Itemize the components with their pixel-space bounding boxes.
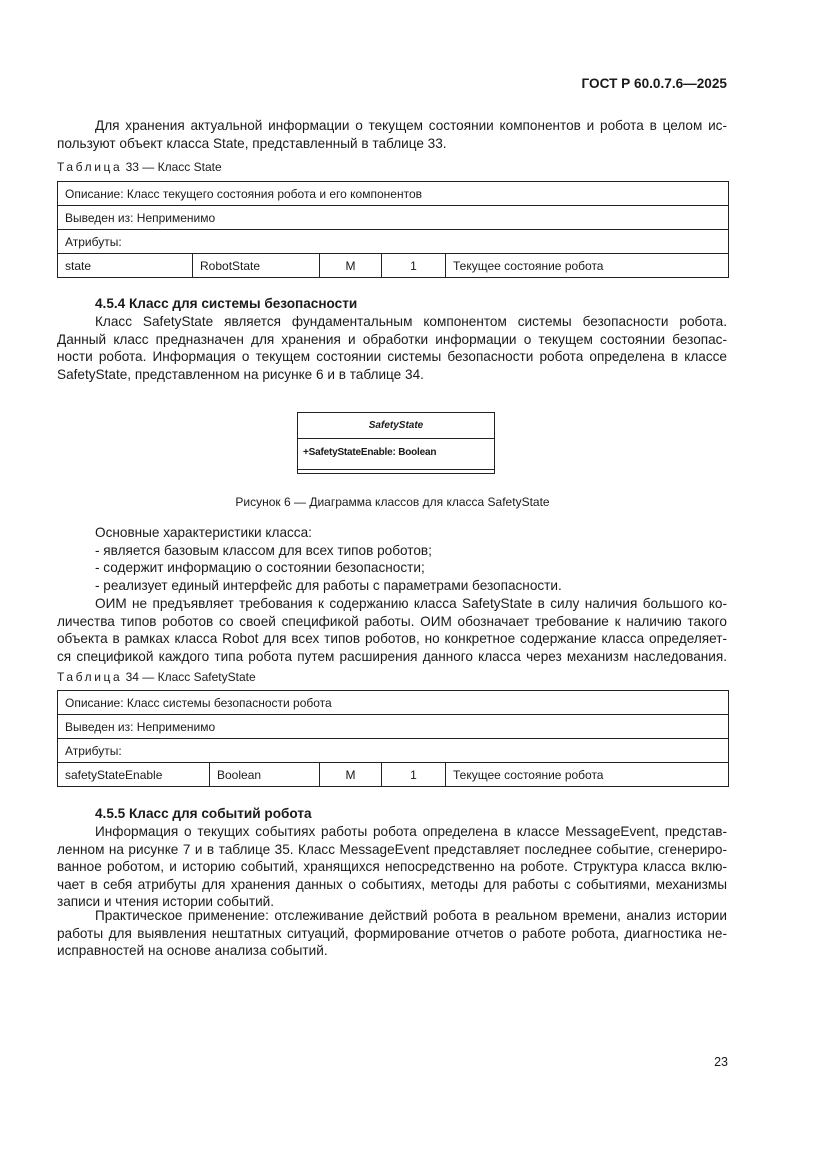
derived-from-cell: Выведен из: Неприменимо — [58, 206, 729, 230]
characteristics-paragraph — [57, 595, 727, 665]
description-cell: Описание: Класс системы безопасности робота — [58, 691, 729, 715]
section-4-5-5-heading: 4.5.5 Класс для событий робота — [95, 806, 312, 821]
para-line: чает в себя атрибуты для хранения данных о событиях, методы для работы с событиями, механизмы — [57, 876, 727, 892]
section-4-5-5-paragraph-2 — [57, 907, 727, 960]
uml-methods-compartment — [298, 470, 494, 473]
intro-line-2: пользуют объект класса State, представленный в таблице 33. — [57, 135, 447, 151]
figure-6-caption: Рисунок 6 — Диаграмма классов для класса SafetyState — [235, 495, 550, 509]
uml-class-name: SafetyState — [298, 413, 494, 439]
attr-type-cell: Boolean — [210, 763, 320, 787]
attr-obligation-cell: M — [320, 763, 382, 787]
table-34-caption — [57, 670, 256, 684]
table-33-state-class — [57, 181, 729, 278]
table-row — [58, 763, 729, 787]
attr-multiplicity-cell: 1 — [382, 763, 446, 787]
intro-paragraph — [57, 117, 727, 152]
caption-text: 34 — Класс SafetyState — [125, 670, 256, 684]
document-id-header: ГОСТ Р 60.0.7.6—2025 — [581, 76, 727, 91]
list-item: - является базовым классом для всех типов роботов; — [95, 543, 432, 558]
attr-type-cell: RobotState — [193, 254, 320, 278]
table-34-safetystate-class — [57, 690, 729, 787]
attributes-label-cell: Атрибуты: — [58, 739, 729, 763]
caption-prefix: Таблица — [57, 670, 123, 684]
para-line: исправностей на основе анализа событий. — [57, 943, 328, 959]
attr-name-cell: safetyStateEnable — [58, 763, 210, 787]
para-line: ванное роботом, и историю событий, хранящихся непосредственно на роботе. Структура класса вклю- — [57, 859, 727, 875]
para-line: ОИМ не предъявляет требования к содержанию класса SafetyState в силу наличия большого ко- — [95, 596, 727, 611]
section-4-5-4-heading: 4.5.4 Класс для системы безопасности — [95, 296, 358, 311]
description-cell: Описание: Класс текущего состояния робота и его компонентов — [58, 182, 729, 206]
attr-obligation-cell: M — [320, 254, 382, 278]
para-line: работы для выявления нештатных ситуаций, формирование отчетов о работе робота, диагностика не- — [57, 925, 727, 941]
section-4-5-5-paragraph-1 — [57, 823, 727, 911]
para-line: Практическое применение: отслеживание действий робота в реальном времени, анализ истории — [95, 908, 727, 923]
para-line: объекта в рамках класса Robot для всех типов роботов, но конкретное содержание класса определяет- — [57, 631, 727, 647]
caption-prefix: Таблица — [57, 160, 123, 174]
page-number: 23 — [714, 1055, 728, 1069]
uml-attribute: +SafetyStateEnable: Boolean — [298, 439, 494, 470]
para-line: ленном на рисунке 7 и в таблице 35. Класс MessageEvent представляет последнее событие, сгенериро- — [57, 841, 727, 857]
attr-definition-cell: Текущее состояние робота — [446, 763, 729, 787]
intro-line-1: Для хранения актуальной информации о текущем состоянии компонентов и робота в целом ис- — [95, 118, 727, 133]
table-33-caption — [57, 160, 222, 174]
uml-class-safetystate — [297, 412, 495, 474]
para-line: Класс SafetyState является фундаментальным компонентом системы безопасности робота. — [95, 314, 727, 329]
para-line: Данный класс предназначен для хранения и обработки информации о текущем состоянии безопас- — [57, 331, 727, 347]
para-line: ности робота. Информация о текущем состоянии системы безопасности робота определена в классе — [57, 349, 727, 365]
characteristics-intro: Основные характеристики класса: — [95, 525, 312, 540]
attr-multiplicity-cell: 1 — [382, 254, 446, 278]
para-line: личества типов роботов со своей спецификой работы. ОИМ обозначает требование к наличию такого — [57, 613, 727, 629]
para-line: SafetyState, представленном на рисунке 6 и в таблице 34. — [57, 366, 424, 382]
attr-definition-cell: Текущее состояние робота — [446, 254, 729, 278]
table-row — [58, 254, 729, 278]
caption-text: 33 — Класс State — [125, 160, 222, 174]
attributes-label-cell: Атрибуты: — [58, 230, 729, 254]
list-item: - реализует единый интерфейс для работы с параметрами безопасности. — [95, 578, 562, 593]
attr-name-cell: state — [58, 254, 193, 278]
section-4-5-4-paragraph — [57, 313, 727, 383]
para-line: записи и чтения истории событий. — [57, 894, 275, 910]
para-line: ся спецификой каждого типа робота путем расширения данного класса через механизм наследования. — [57, 648, 727, 664]
derived-from-cell: Выведен из: Неприменимо — [58, 715, 729, 739]
para-line: Информация о текущих событиях работы робота определена в классе MessageEvent, представ- — [95, 824, 727, 839]
list-item: - содержит информацию о состоянии безопасности; — [95, 560, 425, 575]
